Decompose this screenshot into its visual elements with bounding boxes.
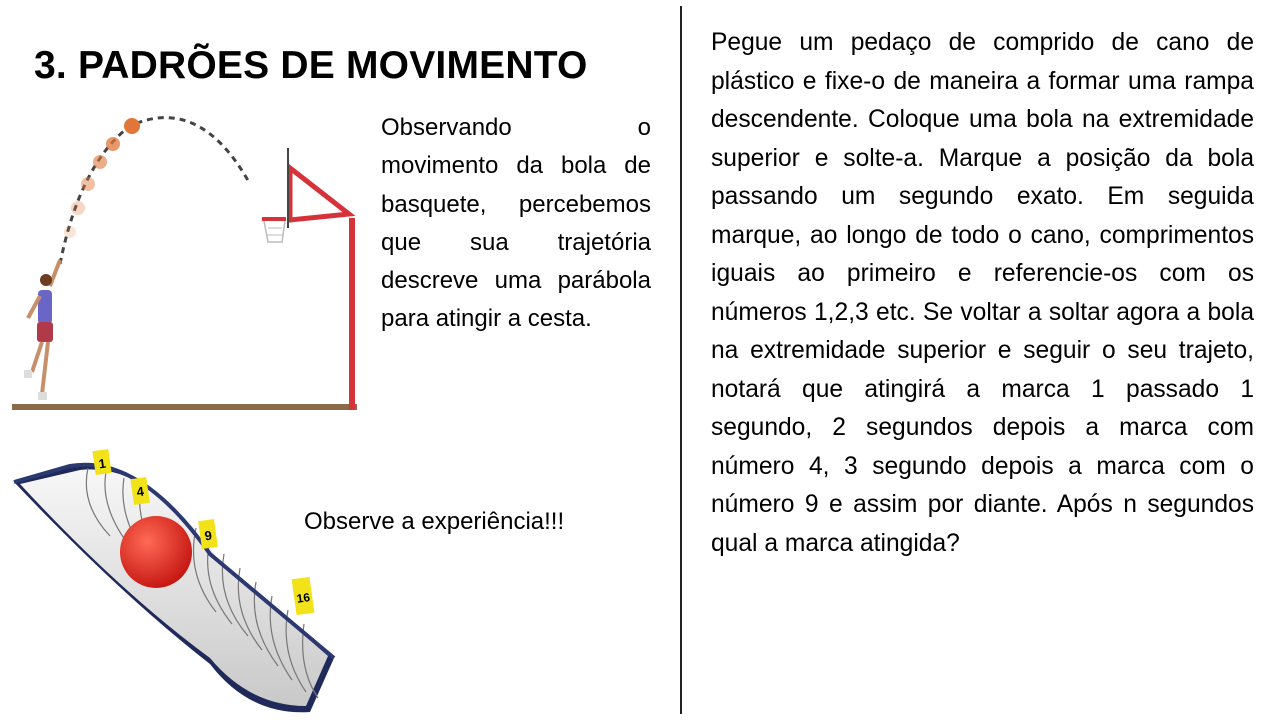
- hoop-pole: [349, 218, 355, 410]
- ball-ghost-3: [81, 177, 95, 191]
- basketball-paragraph: Observando o movimento da bola de basquete, percebemos que sua trajetória descreve uma parábola para atingir a cesta.: [381, 114, 651, 333]
- pipe-marker-label: 9: [203, 527, 213, 544]
- hoop-frame: [290, 168, 349, 220]
- pipe-marker-label: 16: [295, 590, 311, 606]
- pipe-marker-label: 1: [97, 455, 107, 472]
- pipe-ramp-illustration: [10, 444, 340, 720]
- ball-ghost-4: [71, 201, 85, 215]
- pipe-inner-surface: [20, 469, 328, 706]
- vertical-divider: [680, 6, 682, 714]
- pipe-marker-16: [292, 577, 315, 615]
- basketball-trajectory-illustration: [10, 104, 372, 416]
- observe-caption: Observe a experiência!!!: [304, 508, 565, 535]
- red-ball: [120, 516, 192, 588]
- pipe-marker-1: [92, 449, 111, 475]
- ball-ghost-1: [106, 137, 120, 151]
- hoop-net: [264, 221, 285, 242]
- slide-title: 3. PADRÕES DE MOVIMENTO: [34, 44, 588, 87]
- hoop-rim: [262, 217, 286, 221]
- hoop-net-lines: [267, 228, 283, 235]
- basketball-player: [24, 260, 60, 400]
- ball-ghost-2: [93, 155, 107, 169]
- ball-ghost-5: [64, 226, 76, 238]
- court-floor: [12, 404, 357, 410]
- experiment-paragraph: Pegue um pedaço de comprido de cano de plástico e fixe-o de maneira a formar uma rampa descendente. Coloque uma bola na extremidade superior e solte-a. Marque a posição da bola passando um segundo exato. Em seguida marque, ao longo de todo o cano, comprimentos iguais ao primeiro e referencie-os com os números 1,2,3 etc. Se voltar a soltar agora a bola na extremidade superior e seguir o seu trajeto, notará que atingirá a marca 1 passado 1 segundo, 2 segundos depois a marca com número 4, 3 segundo depois a marca com o número 9 e assim por diante. Após n segundos qual a marca atingida?: [711, 29, 1254, 557]
- basketball-ball: [124, 118, 140, 134]
- pipe-marker-label: 4: [135, 483, 145, 500]
